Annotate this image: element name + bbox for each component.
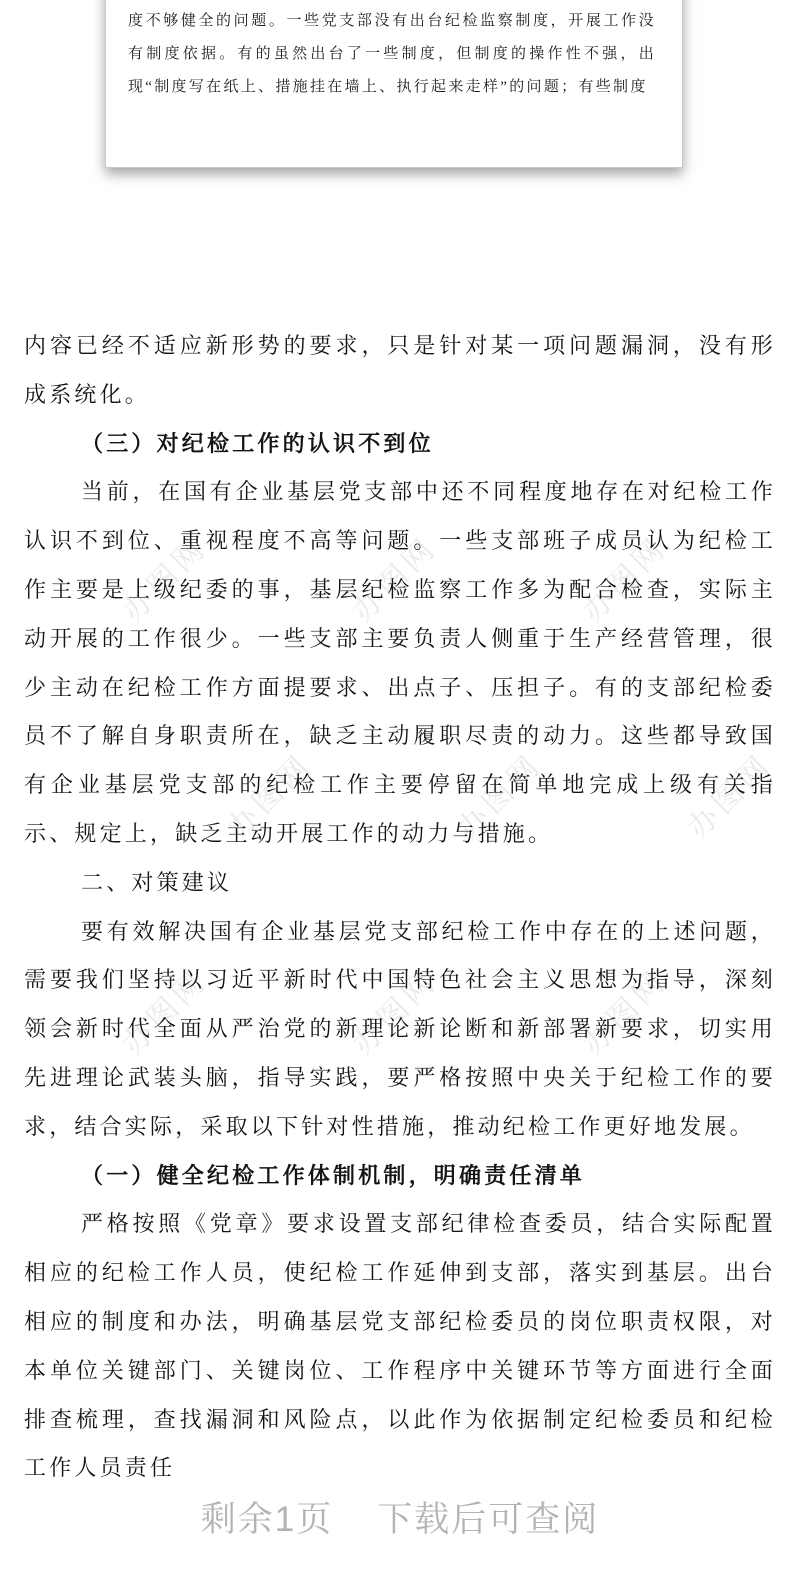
- pages-remaining-notice: [0, 1492, 800, 1542]
- site-watermark: 办图网: [451, 747, 549, 846]
- doc-paragraph: 内容已经不适应新形势的要求，只是针对某一项问题漏洞，没有形成系统化。: [24, 333, 776, 407]
- site-watermark: 办图网: [681, 747, 779, 846]
- page-preview-thumbnail: [105, 0, 683, 168]
- doc-heading: （三）对纪检工作的认识不到位: [81, 430, 434, 456]
- thumbnail-page-text: 度不够健全的问题。一些党支部没有出台纪检监察制度，开展工作没有制度依据。有的虽然出台了一些制度，但制度的操作性不强，出现“制度写在纸上、措施挂在墙上、执行起来走样”的问题；有些制度: [128, 13, 656, 95]
- site-watermark: 办图网: [116, 530, 214, 629]
- doc-paragraph: 严格按照《党章》要求设置支部纪律检查委员，结合实际配置相应的纪检工作人员，使纪检工作延伸到支部，落实到基层。出台相应的制度和办法，明确基层党支部纪检委员的岗位职责权限，对本单位关键部门、关键岗位、工作程序中关键环节等方面进行全面排查梳理，查找漏洞和风险点，以此作为依据制定纪检委员和纪检工作人员责任: [24, 1211, 776, 1481]
- download-hint-text: 下载后可查阅: [377, 1500, 600, 1539]
- site-watermark: 办图网: [576, 530, 674, 629]
- doc-paragraph: 要有效解决国有企业基层党支部纪检工作中存在的上述问题，需要我们坚持以习近平新时代中国特色社会主义思想为指导，深刻领会新时代全面从严治党的新理论新论断和新部署新要求，切实用先进理论武装头脑，指导实践，要严格按照中央关于纪检工作的要求，结合实际，采取以下针对性措施，推动纪检工作更好地发展。: [24, 918, 776, 1139]
- doc-heading: （一）健全纪检工作体制机制，明确责任清单: [81, 1162, 586, 1188]
- site-watermark: 办图网: [346, 530, 444, 629]
- pages-remaining-text: 剩余1页: [200, 1500, 334, 1539]
- site-watermark: 办图网: [221, 747, 319, 846]
- site-watermark: 办图网: [346, 963, 444, 1062]
- site-watermark: 办图网: [576, 963, 674, 1062]
- document-body: [24, 322, 776, 1493]
- doc-heading: 二、对策建议: [81, 869, 233, 895]
- site-watermark: 办图网: [116, 963, 214, 1062]
- doc-paragraph: 当前，在国有企业基层党支部中还不同程度地存在对纪检工作认识不到位、重视程度不高等问题。一些支部班子成员认为纪检工作主要是上级纪委的事，基层纪检监察工作多为配合检查，实际主动开展的工作很少。一些支部主要负责人侧重于生产经营管理，很少主动在纪检工作方面提要求、出点子、压担子。有的支部纪检委员不了解自身职责所在，缺乏主动履职尽责的动力。这些都导致国有企业基层党支部的纪检工作主要停留在简单地完成上级有关指示、规定上，缺乏主动开展工作的动力与措施。: [24, 479, 776, 846]
